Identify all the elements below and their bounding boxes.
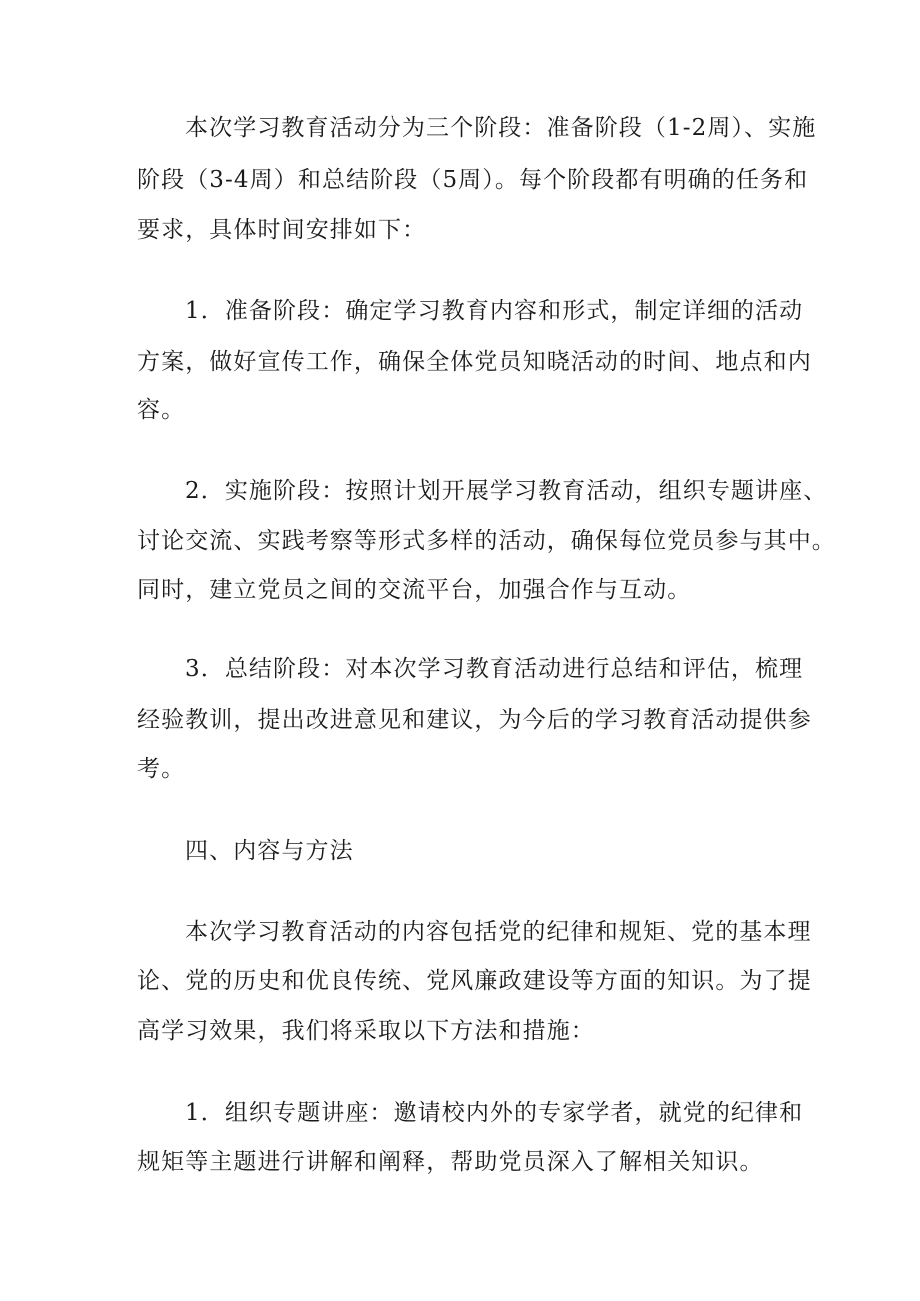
numbered-item-line: 1．准备阶段：确定学习教育内容和形式，制定详细的活动 [185, 298, 804, 324]
numbered-item-line: 3．总结阶段：对本次学习教育活动进行总结和评估，梳理 [185, 656, 804, 682]
text-line: 方案，做好宣传工作，确保全体党员知晓活动的时间、地点和内 [137, 349, 812, 375]
text-line: 容。 [137, 397, 186, 423]
text-line: 经验教训，提出改进意见和建议，为今后的学习教育活动提供参 [137, 707, 812, 733]
numbered-item-line: 1．组织专题讲座：邀请校内外的专家学者，就党的纪律和 [185, 1100, 804, 1126]
section-heading-text: 四、内容与方法 [185, 838, 354, 864]
text-line: 高学习效果，我们将采取以下方法和措施： [137, 1018, 595, 1044]
text-line: 讨论交流、实践考察等形式多样的活动，确保每位党员参与其中。 [137, 528, 836, 554]
text-line: 阶段（3-4周）和总结阶段（5周）。每个阶段都有明确的任务和 [137, 167, 809, 193]
text-line: 要求，具体时间安排如下： [137, 217, 427, 243]
text-line: 论、党的历史和优良传统、党风廉政建设等方面的知识。为了提 [137, 968, 812, 994]
text-line: 考。 [137, 756, 186, 782]
text-line: 本次学习教育活动的内容包括党的纪律和规矩、党的基本理 [185, 919, 812, 945]
text-line: 规矩等主题进行讲解和阐释，帮助党员深入了解相关知识。 [137, 1149, 764, 1175]
text-line: 同时，建立党员之间的交流平台，加强合作与互动。 [137, 577, 692, 603]
numbered-item-line: 2．实施阶段：按照计划开展学习教育活动，组织专题讲座、 [185, 478, 828, 504]
text-line: 本次学习教育活动分为三个阶段：准备阶段（1-2周）、实施 [185, 115, 817, 141]
